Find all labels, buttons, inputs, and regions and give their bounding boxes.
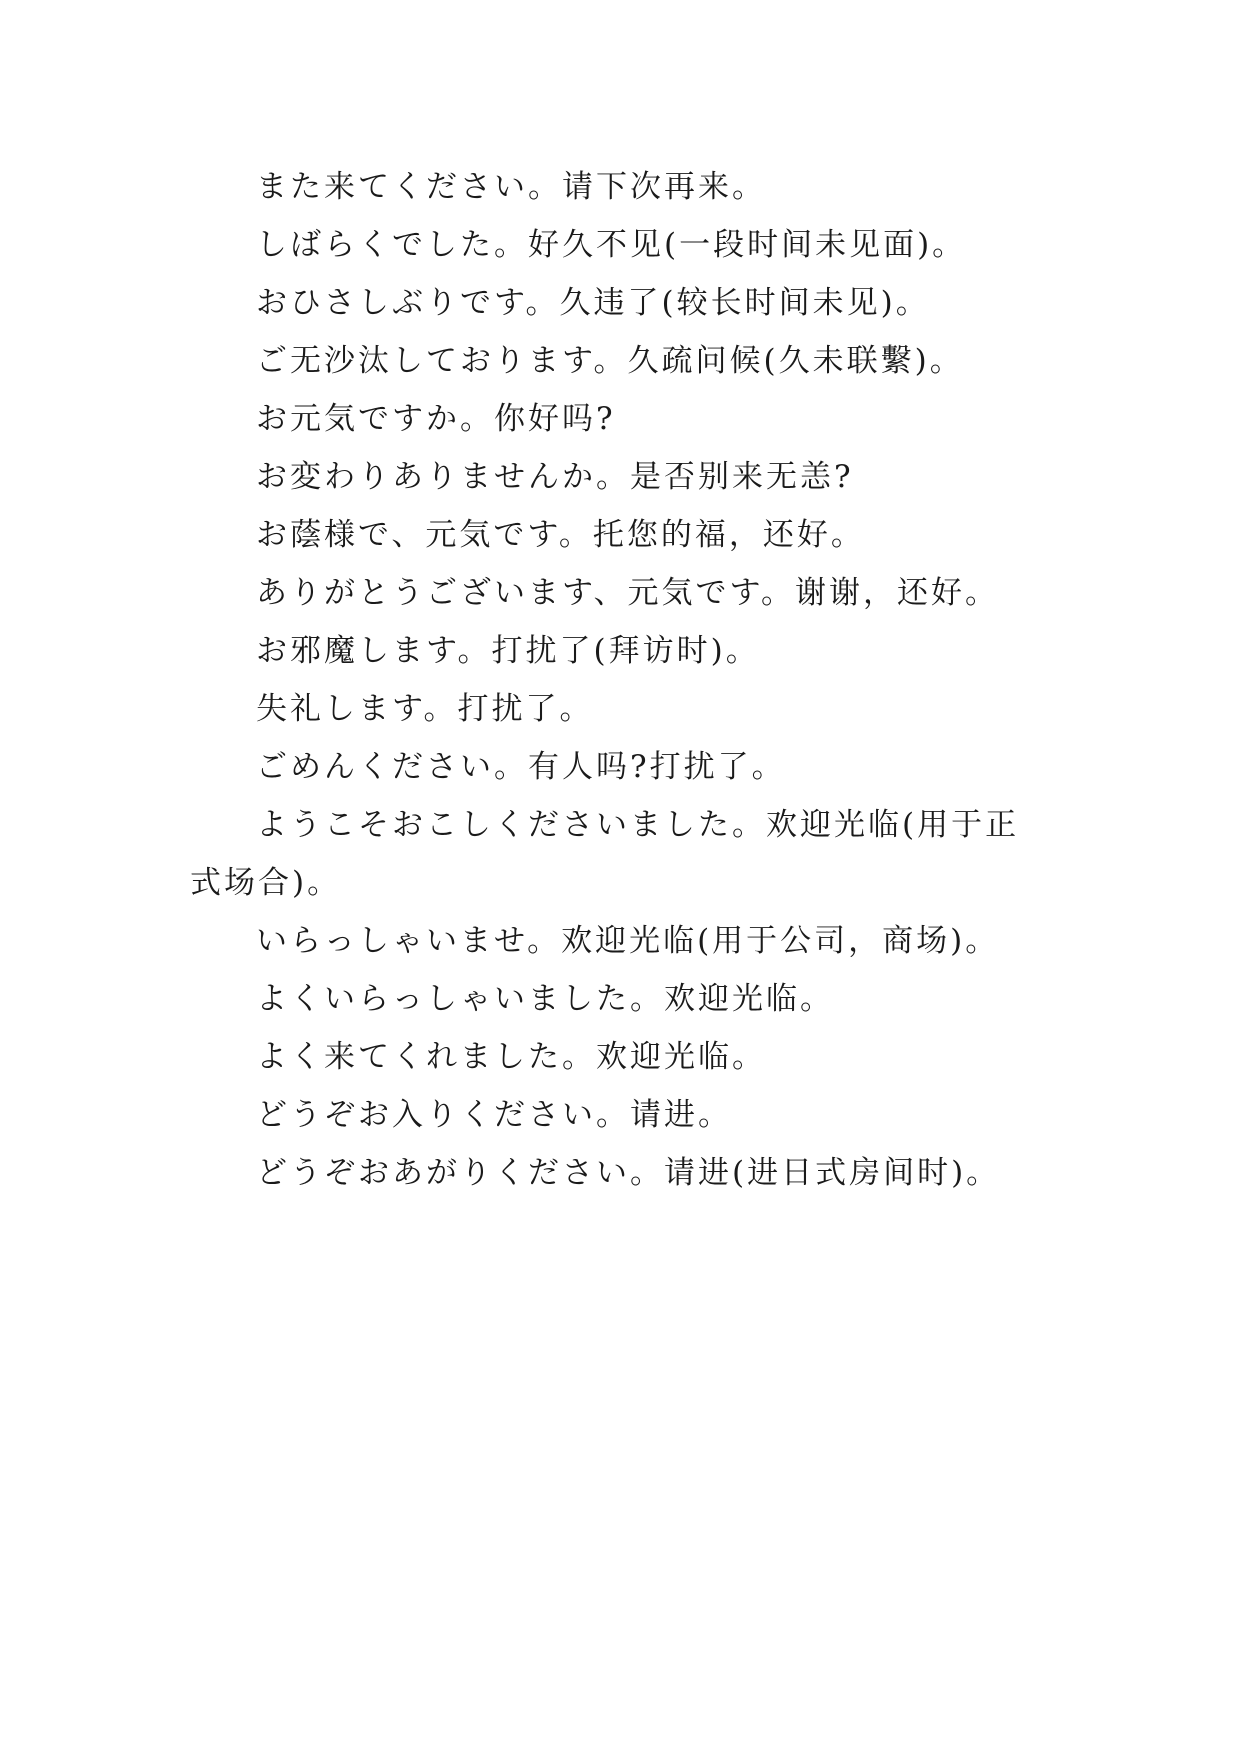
paragraph: どうぞおあがりください。请进(进日式房间时)。 [256,1155,1001,1191]
paragraph: 失礼します。打扰了。 [256,691,594,727]
paragraph: お変わりありませんか。是否别来无恙? [256,459,854,495]
paragraph: お蔭様で、元気です。托您的福，还好。 [256,517,865,553]
paragraph: ごめんください。有人吗?打扰了。 [256,749,786,785]
paragraph: よく来てくれました。欢迎光临。 [256,1039,766,1075]
paragraph: しばらくでした。好久不见(一段时间未见面)。 [256,227,967,263]
document-body [190,158,1050,1202]
paragraph: おひさしぶりです。久违了(较长时间未见)。 [256,285,930,321]
paragraph: どうぞお入りください。请进。 [256,1097,732,1133]
paragraph: いらっしゃいませ。欢迎光临(用于公司，商场)。 [256,923,1000,959]
paragraph: お邪魔します。打扰了(拜访时)。 [256,633,760,669]
paragraph: ご无沙汰しております。久疏问候(久未联繫)。 [256,343,964,379]
paragraph: お元気ですか。你好吗? [256,401,616,437]
paragraph: ようこそおこしくださいました。欢迎光临(用于正式场合)。 [190,807,1020,901]
paragraph: ありがとうございます、元気です。谢谢，还好。 [256,575,1000,611]
paragraph: また来てください。请下次再来。 [256,169,766,205]
paragraph: よくいらっしゃいました。欢迎光临。 [256,981,834,1017]
